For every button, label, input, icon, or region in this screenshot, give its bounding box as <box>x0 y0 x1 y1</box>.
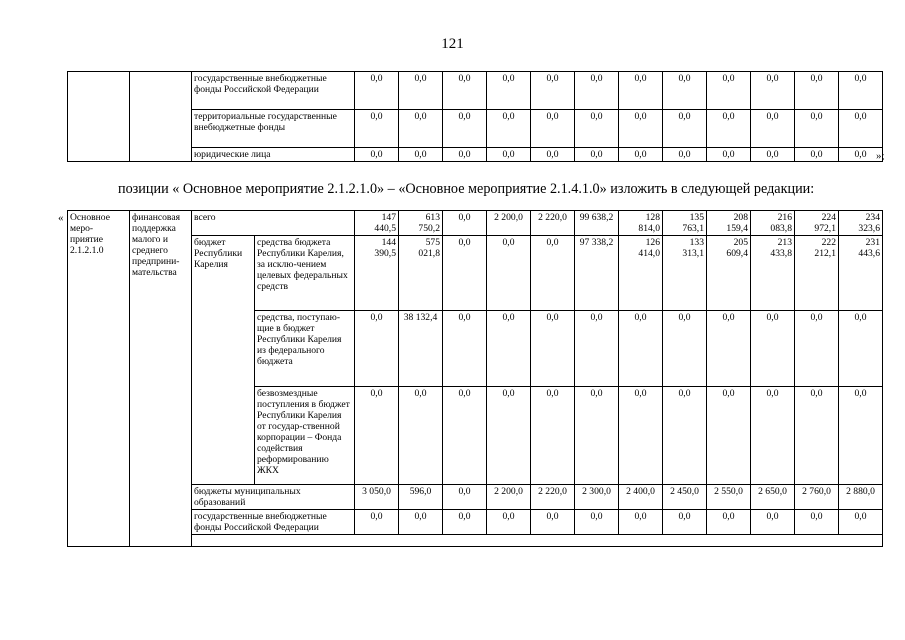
budget-row-value: 0,0 <box>487 311 531 387</box>
other-row-value: 0,0 <box>839 510 883 535</box>
row-label: безвозмездные поступления в бюджет Республики Карелия от государ-ственной корпорации – Фонда содействия реформированию ЖКХ <box>255 387 355 485</box>
other-row-value: 3 050,0 <box>355 485 399 510</box>
total-row-value-part: 128 <box>645 212 660 223</box>
measure-name <box>68 211 130 547</box>
top-row-value: 0,0 <box>839 110 883 148</box>
top-row-value: 0,0 <box>795 110 839 148</box>
other-row-value: 0,0 <box>575 510 619 535</box>
top-row-value: 0,0 <box>663 72 707 110</box>
budget-row-value: 0,0 <box>575 311 619 387</box>
budget-row-value-part: 133 <box>689 237 704 248</box>
closing-quote: »; <box>876 150 885 162</box>
total-row-value: 99 638,2 <box>575 211 619 236</box>
total-row-value <box>839 211 883 236</box>
budget-table-continuation <box>67 71 883 162</box>
budget-row-value: 0,0 <box>487 236 531 311</box>
top-row-value: 0,0 <box>575 72 619 110</box>
top-row-value: 0,0 <box>531 148 575 162</box>
task-name-line: поддержка <box>132 223 176 234</box>
total-row-value-part: 440,5 <box>374 223 396 234</box>
other-row-value: 0,0 <box>619 510 663 535</box>
top-row-value: 0,0 <box>355 110 399 148</box>
row-label-total: всего <box>192 211 355 236</box>
top-row-value: 0,0 <box>531 72 575 110</box>
row-label: бюджеты муниципальных образований <box>192 485 355 510</box>
task-name-line: финансовая <box>132 212 181 223</box>
measure-name-line: приятие <box>70 234 104 245</box>
budget-row-value: 0,0 <box>355 311 399 387</box>
budget-row-value: 0,0 <box>795 311 839 387</box>
table-row <box>68 211 883 236</box>
budget-row-value <box>399 236 443 311</box>
row-label: средства, поступаю-щие в бюджет Республики Карелия из федерального бюджета <box>255 311 355 387</box>
top-row-value: 0,0 <box>751 110 795 148</box>
budget-row-value <box>619 236 663 311</box>
total-row-value-part: 135 <box>689 212 704 223</box>
other-row-value: 0,0 <box>663 510 707 535</box>
row-label: юридические лица <box>192 148 355 162</box>
top-row-value: 0,0 <box>619 148 663 162</box>
top-row-value: 0,0 <box>487 148 531 162</box>
budget-row-value <box>355 236 399 311</box>
other-row-value: 2 650,0 <box>751 485 795 510</box>
total-row-value-part: 147 <box>381 212 396 223</box>
opening-quote: « <box>58 212 64 224</box>
other-row-value: 2 450,0 <box>663 485 707 510</box>
row-label: государственные внебюджетные фонды Российской Федерации <box>192 510 355 535</box>
total-row-value-part: 750,2 <box>418 223 440 234</box>
other-row-value: 0,0 <box>399 510 443 535</box>
budget-table-measure <box>67 210 883 547</box>
other-row-value: 0,0 <box>487 510 531 535</box>
page-number: 121 <box>441 36 464 52</box>
budget-group-label: бюджет Республики Карелия <box>192 236 255 485</box>
other-row-value: 2 300,0 <box>575 485 619 510</box>
budget-row-value: 0,0 <box>707 311 751 387</box>
budget-row-value: 0,0 <box>443 236 487 311</box>
total-row-value <box>663 211 707 236</box>
blank-cell <box>192 535 883 547</box>
total-row-value <box>707 211 751 236</box>
other-row-value: 596,0 <box>399 485 443 510</box>
total-row-value-part: 814,0 <box>638 223 660 234</box>
total-row-value-part: 208 <box>733 212 748 223</box>
top-row-value: 0,0 <box>619 110 663 148</box>
budget-row-value-part: 443,6 <box>858 248 880 259</box>
budget-row-value: 0,0 <box>839 311 883 387</box>
total-row-value-part: 159,4 <box>726 223 748 234</box>
other-row-value: 2 550,0 <box>707 485 751 510</box>
other-row-value: 0,0 <box>531 510 575 535</box>
budget-row-value <box>795 236 839 311</box>
total-row-value <box>355 211 399 236</box>
blank-cell <box>68 72 130 162</box>
budget-row-value <box>751 236 795 311</box>
task-name <box>130 211 192 547</box>
budget-row-value-part: 205 <box>733 237 748 248</box>
top-row-value: 0,0 <box>707 110 751 148</box>
budget-row-value: 0,0 <box>443 311 487 387</box>
budget-row-value: 0,0 <box>399 387 443 485</box>
total-row-value <box>619 211 663 236</box>
top-row-value: 0,0 <box>399 110 443 148</box>
total-row-value-part: 323,6 <box>858 223 880 234</box>
top-row-value: 0,0 <box>751 72 795 110</box>
top-row-value: 0,0 <box>487 110 531 148</box>
total-row-value-part: 972,1 <box>814 223 836 234</box>
top-row-value: 0,0 <box>751 148 795 162</box>
budget-row-value-part: 021,8 <box>418 248 440 259</box>
total-row-value-part: 083,8 <box>770 223 792 234</box>
budget-row-value: 0,0 <box>619 387 663 485</box>
task-name-line: малого и <box>132 234 168 245</box>
amendment-instruction: позиции « Основное мероприятие 2.1.2.1.0» – «Основное мероприятие 2.1.4.1.0» изложить в следующей редакции: <box>118 181 815 197</box>
top-row-value: 0,0 <box>839 72 883 110</box>
other-row-value: 0,0 <box>795 510 839 535</box>
budget-row-value-part: 575 <box>425 237 440 248</box>
top-row-value: 0,0 <box>707 72 751 110</box>
top-row-value: 0,0 <box>443 148 487 162</box>
task-name-line: предприни- <box>132 256 180 267</box>
budget-row-value-part: 609,4 <box>726 248 748 259</box>
total-row-value <box>399 211 443 236</box>
total-row-value-part: 234 <box>865 212 880 223</box>
budget-row-value: 0,0 <box>795 387 839 485</box>
top-row-value: 0,0 <box>839 148 883 162</box>
budget-row-value <box>839 236 883 311</box>
top-row-value: 0,0 <box>531 110 575 148</box>
budget-row-value-part: 433,8 <box>770 248 792 259</box>
top-row-value: 0,0 <box>663 148 707 162</box>
task-name-line: мательства <box>132 267 177 278</box>
other-row-value: 2 760,0 <box>795 485 839 510</box>
budget-row-value: 97 338,2 <box>575 236 619 311</box>
other-row-value: 0,0 <box>751 510 795 535</box>
total-row-value-part: 224 <box>821 212 836 223</box>
task-name-line: среднего <box>132 245 168 256</box>
blank-cell <box>130 72 192 162</box>
total-row-value <box>795 211 839 236</box>
budget-row-value-part: 390,5 <box>374 248 396 259</box>
row-label: территориальные государственные внебюджетные фонды <box>192 110 355 148</box>
row-label: средства бюджета Республики Карелия, за исклю-чением целевых федеральных средств <box>255 236 355 311</box>
top-row-value: 0,0 <box>795 72 839 110</box>
top-row-value: 0,0 <box>487 72 531 110</box>
budget-row-value-part: 144 <box>381 237 396 248</box>
budget-row-value: 0,0 <box>487 387 531 485</box>
top-row-value: 0,0 <box>443 110 487 148</box>
top-row-value: 0,0 <box>707 148 751 162</box>
budget-row-value-part: 231 <box>865 237 880 248</box>
budget-row-value: 0,0 <box>707 387 751 485</box>
other-row-value: 2 880,0 <box>839 485 883 510</box>
top-row-value: 0,0 <box>575 110 619 148</box>
other-row-value: 0,0 <box>355 510 399 535</box>
budget-row-value-part: 126 <box>645 237 660 248</box>
total-row-value: 2 200,0 <box>487 211 531 236</box>
top-row-value: 0,0 <box>355 72 399 110</box>
other-row-value: 0,0 <box>443 485 487 510</box>
other-row-value: 2 200,0 <box>487 485 531 510</box>
other-row-value: 2 220,0 <box>531 485 575 510</box>
budget-row-value-part: 313,1 <box>682 248 704 259</box>
budget-row-value: 0,0 <box>531 311 575 387</box>
top-row-value: 0,0 <box>399 148 443 162</box>
top-row-value: 0,0 <box>619 72 663 110</box>
other-row-value: 0,0 <box>443 510 487 535</box>
total-row-value: 0,0 <box>443 211 487 236</box>
budget-row-value: 0,0 <box>751 311 795 387</box>
budget-row-value: 38 132,4 <box>399 311 443 387</box>
budget-row-value: 0,0 <box>443 387 487 485</box>
total-row-value: 2 220,0 <box>531 211 575 236</box>
row-label: государственные внебюджетные фонды Российской Федерации <box>192 72 355 110</box>
budget-row-value <box>707 236 751 311</box>
table-row <box>68 72 883 110</box>
measure-name-line: Основное <box>70 212 110 223</box>
budget-row-value: 0,0 <box>531 236 575 311</box>
total-row-value <box>751 211 795 236</box>
top-row-value: 0,0 <box>575 148 619 162</box>
total-row-value-part: 613 <box>425 212 440 223</box>
budget-row-value: 0,0 <box>663 311 707 387</box>
budget-row-value-part: 222 <box>821 237 836 248</box>
top-row-value: 0,0 <box>355 148 399 162</box>
measure-name-line: меро- <box>70 223 94 234</box>
top-row-value: 0,0 <box>795 148 839 162</box>
measure-name-line: 2.1.2.1.0 <box>70 245 104 256</box>
budget-row-value: 0,0 <box>619 311 663 387</box>
budget-row-value-part: 212,1 <box>814 248 836 259</box>
total-row-value-part: 763,1 <box>682 223 704 234</box>
top-row-value: 0,0 <box>443 72 487 110</box>
other-row-value: 2 400,0 <box>619 485 663 510</box>
total-row-value-part: 216 <box>777 212 792 223</box>
top-row-value: 0,0 <box>663 110 707 148</box>
budget-row-value: 0,0 <box>663 387 707 485</box>
budget-row-value: 0,0 <box>839 387 883 485</box>
budget-row-value: 0,0 <box>531 387 575 485</box>
budget-row-value-part: 414,0 <box>638 248 660 259</box>
budget-row-value-part: 213 <box>777 237 792 248</box>
budget-row-value: 0,0 <box>575 387 619 485</box>
budget-row-value: 0,0 <box>355 387 399 485</box>
budget-row-value <box>663 236 707 311</box>
top-row-value: 0,0 <box>399 72 443 110</box>
other-row-value: 0,0 <box>707 510 751 535</box>
budget-row-value: 0,0 <box>751 387 795 485</box>
